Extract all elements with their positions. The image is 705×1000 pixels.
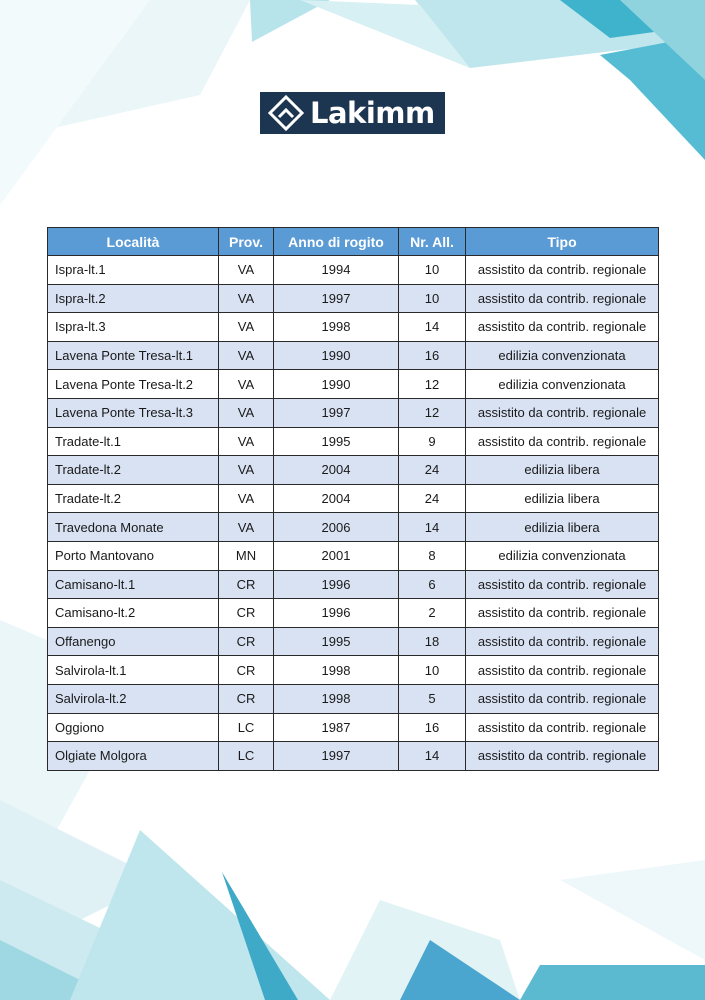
cell-anno: 2006 (274, 513, 399, 542)
cell-anno: 2004 (274, 456, 399, 485)
cell-tipo: assistito da contrib. regionale (466, 656, 659, 685)
cell-localita: Ispra-lt.2 (48, 284, 219, 313)
cell-prov: CR (219, 684, 274, 713)
cell-prov: MN (219, 541, 274, 570)
cell-prov: VA (219, 284, 274, 313)
cell-tipo: edilizia libera (466, 456, 659, 485)
cell-anno: 1996 (274, 599, 399, 628)
cell-nr-all: 14 (399, 313, 466, 342)
cell-localita: Salvirola-lt.2 (48, 684, 219, 713)
cell-anno: 1998 (274, 313, 399, 342)
cell-prov: CR (219, 656, 274, 685)
cell-tipo: assistito da contrib. regionale (466, 742, 659, 771)
lakimm-logo (260, 92, 445, 134)
table-row (48, 627, 659, 656)
table-row (48, 541, 659, 570)
cell-prov: LC (219, 742, 274, 771)
table-row (48, 742, 659, 771)
cell-nr-all: 10 (399, 656, 466, 685)
cell-nr-all: 12 (399, 398, 466, 427)
cell-localita: Oggiono (48, 713, 219, 742)
cell-anno: 1997 (274, 742, 399, 771)
cell-nr-all: 6 (399, 570, 466, 599)
cell-tipo: assistito da contrib. regionale (466, 713, 659, 742)
cell-nr-all: 2 (399, 599, 466, 628)
cell-prov: VA (219, 370, 274, 399)
table-row (48, 256, 659, 285)
table-row (48, 599, 659, 628)
table-row (48, 570, 659, 599)
cell-localita: Olgiate Molgora (48, 742, 219, 771)
cell-anno: 1996 (274, 570, 399, 599)
table-row (48, 427, 659, 456)
cell-anno: 2001 (274, 541, 399, 570)
cell-nr-all: 18 (399, 627, 466, 656)
cell-localita: Lavena Ponte Tresa-lt.3 (48, 398, 219, 427)
cell-nr-all: 24 (399, 456, 466, 485)
cell-tipo: assistito da contrib. regionale (466, 599, 659, 628)
cell-localita: Tradate-lt.2 (48, 456, 219, 485)
cell-tipo: assistito da contrib. regionale (466, 427, 659, 456)
cell-tipo: assistito da contrib. regionale (466, 398, 659, 427)
cell-nr-all: 12 (399, 370, 466, 399)
cell-anno: 1990 (274, 370, 399, 399)
cell-localita: Salvirola-lt.1 (48, 656, 219, 685)
housing-table (47, 227, 659, 771)
cell-tipo: assistito da contrib. regionale (466, 627, 659, 656)
cell-anno: 1990 (274, 341, 399, 370)
cell-nr-all: 10 (399, 284, 466, 313)
cell-anno: 2004 (274, 484, 399, 513)
cell-anno: 1997 (274, 284, 399, 313)
cell-localita: Lavena Ponte Tresa-lt.1 (48, 341, 219, 370)
header-nr-all: Nr. All. (399, 228, 466, 256)
cell-nr-all: 16 (399, 341, 466, 370)
cell-tipo: edilizia libera (466, 513, 659, 542)
cell-tipo: edilizia convenzionata (466, 341, 659, 370)
header-tipo: Tipo (466, 228, 659, 256)
table-row (48, 656, 659, 685)
cell-nr-all: 9 (399, 427, 466, 456)
cell-prov: CR (219, 599, 274, 628)
cell-prov: VA (219, 341, 274, 370)
table-row (48, 456, 659, 485)
cell-nr-all: 5 (399, 684, 466, 713)
cell-localita: Offanengo (48, 627, 219, 656)
cell-prov: VA (219, 313, 274, 342)
table-row (48, 313, 659, 342)
cell-tipo: assistito da contrib. regionale (466, 284, 659, 313)
cell-anno: 1997 (274, 398, 399, 427)
cell-localita: Camisano-lt.1 (48, 570, 219, 599)
cell-prov: VA (219, 427, 274, 456)
cell-localita: Travedona Monate (48, 513, 219, 542)
cell-nr-all: 14 (399, 742, 466, 771)
cell-prov: VA (219, 513, 274, 542)
cell-prov: CR (219, 570, 274, 599)
table-row (48, 484, 659, 513)
cell-anno: 1995 (274, 427, 399, 456)
cell-localita: Tradate-lt.2 (48, 484, 219, 513)
cell-nr-all: 24 (399, 484, 466, 513)
cell-prov: VA (219, 456, 274, 485)
cell-nr-all: 8 (399, 541, 466, 570)
cell-localita: Tradate-lt.1 (48, 427, 219, 456)
cell-localita: Lavena Ponte Tresa-lt.2 (48, 370, 219, 399)
cell-localita: Ispra-lt.1 (48, 256, 219, 285)
cell-anno: 1998 (274, 656, 399, 685)
cell-tipo: assistito da contrib. regionale (466, 684, 659, 713)
cell-anno: 1998 (274, 684, 399, 713)
header-localita: Località (48, 228, 219, 256)
cell-nr-all: 10 (399, 256, 466, 285)
cell-anno: 1987 (274, 713, 399, 742)
logo-text: Lakimm (310, 96, 435, 130)
cell-tipo: edilizia convenzionata (466, 370, 659, 399)
table-row (48, 370, 659, 399)
cell-tipo: assistito da contrib. regionale (466, 313, 659, 342)
cell-localita: Camisano-lt.2 (48, 599, 219, 628)
cell-tipo: assistito da contrib. regionale (466, 256, 659, 285)
cell-prov: LC (219, 713, 274, 742)
cell-prov: CR (219, 627, 274, 656)
table-header-row (48, 228, 659, 256)
cell-prov: VA (219, 256, 274, 285)
table-row (48, 398, 659, 427)
cell-localita: Ispra-lt.3 (48, 313, 219, 342)
cell-tipo: assistito da contrib. regionale (466, 570, 659, 599)
cell-nr-all: 14 (399, 513, 466, 542)
table-row (48, 513, 659, 542)
cell-nr-all: 16 (399, 713, 466, 742)
table-row (48, 284, 659, 313)
header-prov: Prov. (219, 228, 274, 256)
cell-tipo: edilizia convenzionata (466, 541, 659, 570)
cell-prov: VA (219, 398, 274, 427)
table-row (48, 713, 659, 742)
header-anno: Anno di rogito (274, 228, 399, 256)
cell-prov: VA (219, 484, 274, 513)
table-row (48, 684, 659, 713)
cell-anno: 1994 (274, 256, 399, 285)
cell-localita: Porto Mantovano (48, 541, 219, 570)
table-row (48, 341, 659, 370)
cell-tipo: edilizia libera (466, 484, 659, 513)
logo-diamond-icon (268, 95, 304, 131)
cell-anno: 1995 (274, 627, 399, 656)
